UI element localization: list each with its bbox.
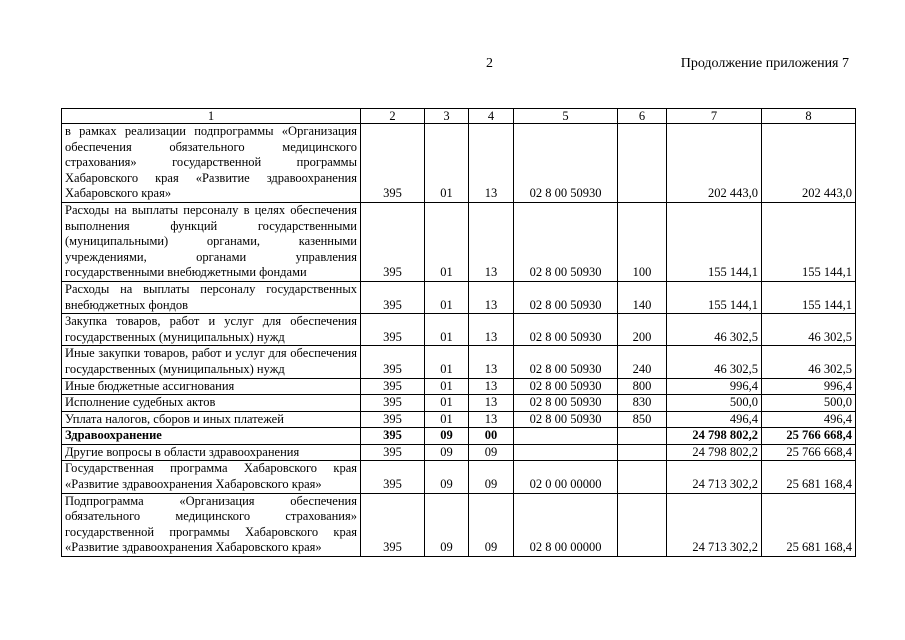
row-expense-type: 200 bbox=[618, 314, 667, 346]
row-name: в рамках реализации подпрограммы «Организация обеспечения обязательного медицинского страхования» государственной программы Хабаровского края «Развитие здравоохранения Хабаровского края» bbox=[62, 124, 361, 203]
row-target-article: 02 8 00 50930 bbox=[514, 378, 618, 395]
row-target-article: 02 8 00 50930 bbox=[514, 411, 618, 428]
row-target-article: 02 8 00 00000 bbox=[514, 493, 618, 556]
row-ministry-code: 395 bbox=[361, 444, 425, 461]
row-section-code: 09 bbox=[425, 493, 469, 556]
row-ministry-code: 395 bbox=[361, 461, 425, 493]
budget-table bbox=[61, 108, 856, 557]
table-row bbox=[62, 461, 856, 493]
table-row bbox=[62, 378, 856, 395]
row-ministry-code: 395 bbox=[361, 493, 425, 556]
row-ministry-code: 395 bbox=[361, 281, 425, 313]
row-amount-1: 24 798 802,2 bbox=[667, 428, 762, 445]
page-number: 2 bbox=[486, 56, 493, 71]
table-row bbox=[62, 395, 856, 412]
row-subsection-code: 00 bbox=[469, 428, 514, 445]
table-row bbox=[62, 411, 856, 428]
row-amount-2: 496,4 bbox=[762, 411, 856, 428]
row-ministry-code: 395 bbox=[361, 378, 425, 395]
row-ministry-code: 395 bbox=[361, 314, 425, 346]
column-header: 1 bbox=[62, 109, 361, 124]
row-amount-1: 24 713 302,2 bbox=[667, 493, 762, 556]
row-name: Расходы на выплаты персоналу в целях обеспечения выполнения функций государственными (муниципальными) органами, казенными учреждениями, органами управления государственными внебюджетными фондами bbox=[62, 202, 361, 281]
row-name: Здравоохранение bbox=[62, 428, 361, 445]
row-amount-2: 155 144,1 bbox=[762, 202, 856, 281]
table-row-section-total bbox=[62, 428, 856, 445]
row-section-code: 01 bbox=[425, 346, 469, 378]
row-amount-2: 25 681 168,4 bbox=[762, 493, 856, 556]
table-row bbox=[62, 281, 856, 313]
row-amount-1: 46 302,5 bbox=[667, 314, 762, 346]
row-target-article: 02 8 00 50930 bbox=[514, 395, 618, 412]
row-target-article: 02 8 00 50930 bbox=[514, 281, 618, 313]
row-expense-type bbox=[618, 124, 667, 203]
row-section-code: 09 bbox=[425, 461, 469, 493]
column-header: 4 bbox=[469, 109, 514, 124]
row-expense-type: 800 bbox=[618, 378, 667, 395]
row-section-code: 01 bbox=[425, 378, 469, 395]
row-expense-type bbox=[618, 444, 667, 461]
row-target-article: 02 8 00 50930 bbox=[514, 124, 618, 203]
row-amount-2: 996,4 bbox=[762, 378, 856, 395]
row-subsection-code: 13 bbox=[469, 202, 514, 281]
column-header: 2 bbox=[361, 109, 425, 124]
row-amount-2: 500,0 bbox=[762, 395, 856, 412]
row-target-article bbox=[514, 444, 618, 461]
row-amount-1: 24 713 302,2 bbox=[667, 461, 762, 493]
column-header: 6 bbox=[618, 109, 667, 124]
row-expense-type: 850 bbox=[618, 411, 667, 428]
row-amount-2: 25 681 168,4 bbox=[762, 461, 856, 493]
row-name: Уплата налогов, сборов и иных платежей bbox=[62, 411, 361, 428]
row-ministry-code: 395 bbox=[361, 346, 425, 378]
column-header: 7 bbox=[667, 109, 762, 124]
row-amount-1: 996,4 bbox=[667, 378, 762, 395]
column-header: 8 bbox=[762, 109, 856, 124]
row-name: Закупка товаров, работ и услуг для обеспечения государственных (муниципальных) нужд bbox=[62, 314, 361, 346]
row-ministry-code: 395 bbox=[361, 124, 425, 203]
row-target-article: 02 8 00 50930 bbox=[514, 314, 618, 346]
row-name: Иные закупки товаров, работ и услуг для обеспечения государственных (муниципальных) нужд bbox=[62, 346, 361, 378]
row-amount-1: 202 443,0 bbox=[667, 124, 762, 203]
row-amount-2: 46 302,5 bbox=[762, 346, 856, 378]
row-amount-1: 24 798 802,2 bbox=[667, 444, 762, 461]
row-section-code: 01 bbox=[425, 395, 469, 412]
row-expense-type bbox=[618, 461, 667, 493]
row-amount-2: 46 302,5 bbox=[762, 314, 856, 346]
row-name: Иные бюджетные ассигнования bbox=[62, 378, 361, 395]
appendix-continuation-label: Продолжение приложения 7 bbox=[680, 56, 849, 71]
row-ministry-code: 395 bbox=[361, 428, 425, 445]
row-name: Государственная программа Хабаровского края «Развитие здравоохранения Хабаровского края» bbox=[62, 461, 361, 493]
table-row bbox=[62, 202, 856, 281]
table-header-row bbox=[62, 109, 856, 124]
table-row bbox=[62, 314, 856, 346]
table-row bbox=[62, 493, 856, 556]
row-expense-type bbox=[618, 428, 667, 445]
row-expense-type: 100 bbox=[618, 202, 667, 281]
row-target-article: 02 8 00 50930 bbox=[514, 202, 618, 281]
row-amount-1: 155 144,1 bbox=[667, 202, 762, 281]
row-subsection-code: 09 bbox=[469, 444, 514, 461]
row-amount-2: 155 144,1 bbox=[762, 281, 856, 313]
row-section-code: 01 bbox=[425, 124, 469, 203]
table-row bbox=[62, 346, 856, 378]
row-expense-type: 240 bbox=[618, 346, 667, 378]
row-expense-type: 830 bbox=[618, 395, 667, 412]
row-ministry-code: 395 bbox=[361, 202, 425, 281]
row-subsection-code: 13 bbox=[469, 411, 514, 428]
row-expense-type: 140 bbox=[618, 281, 667, 313]
row-subsection-code: 09 bbox=[469, 461, 514, 493]
row-subsection-code: 13 bbox=[469, 124, 514, 203]
row-subsection-code: 13 bbox=[469, 314, 514, 346]
row-target-article: 02 8 00 50930 bbox=[514, 346, 618, 378]
row-name: Исполнение судебных актов bbox=[62, 395, 361, 412]
row-amount-2: 25 766 668,4 bbox=[762, 428, 856, 445]
row-section-code: 09 bbox=[425, 428, 469, 445]
row-amount-1: 496,4 bbox=[667, 411, 762, 428]
row-amount-2: 25 766 668,4 bbox=[762, 444, 856, 461]
row-amount-1: 500,0 bbox=[667, 395, 762, 412]
row-amount-1: 46 302,5 bbox=[667, 346, 762, 378]
row-target-article bbox=[514, 428, 618, 445]
row-section-code: 09 bbox=[425, 444, 469, 461]
row-expense-type bbox=[618, 493, 667, 556]
row-subsection-code: 13 bbox=[469, 346, 514, 378]
row-subsection-code: 09 bbox=[469, 493, 514, 556]
row-subsection-code: 13 bbox=[469, 378, 514, 395]
row-section-code: 01 bbox=[425, 314, 469, 346]
row-ministry-code: 395 bbox=[361, 411, 425, 428]
row-target-article: 02 0 00 00000 bbox=[514, 461, 618, 493]
row-section-code: 01 bbox=[425, 411, 469, 428]
row-name: Подпрограмма «Организация обеспечения обязательного медицинского страхования» государственной программы Хабаровского края «Развитие здравоохранения Хабаровского края» bbox=[62, 493, 361, 556]
row-name: Другие вопросы в области здравоохранения bbox=[62, 444, 361, 461]
row-section-code: 01 bbox=[425, 281, 469, 313]
row-subsection-code: 13 bbox=[469, 395, 514, 412]
row-amount-1: 155 144,1 bbox=[667, 281, 762, 313]
column-header: 3 bbox=[425, 109, 469, 124]
table-row bbox=[62, 444, 856, 461]
column-header: 5 bbox=[514, 109, 618, 124]
row-section-code: 01 bbox=[425, 202, 469, 281]
row-name: Расходы на выплаты персоналу государственных внебюджетных фондов bbox=[62, 281, 361, 313]
row-subsection-code: 13 bbox=[469, 281, 514, 313]
row-ministry-code: 395 bbox=[361, 395, 425, 412]
table-row bbox=[62, 124, 856, 203]
row-amount-2: 202 443,0 bbox=[762, 124, 856, 203]
